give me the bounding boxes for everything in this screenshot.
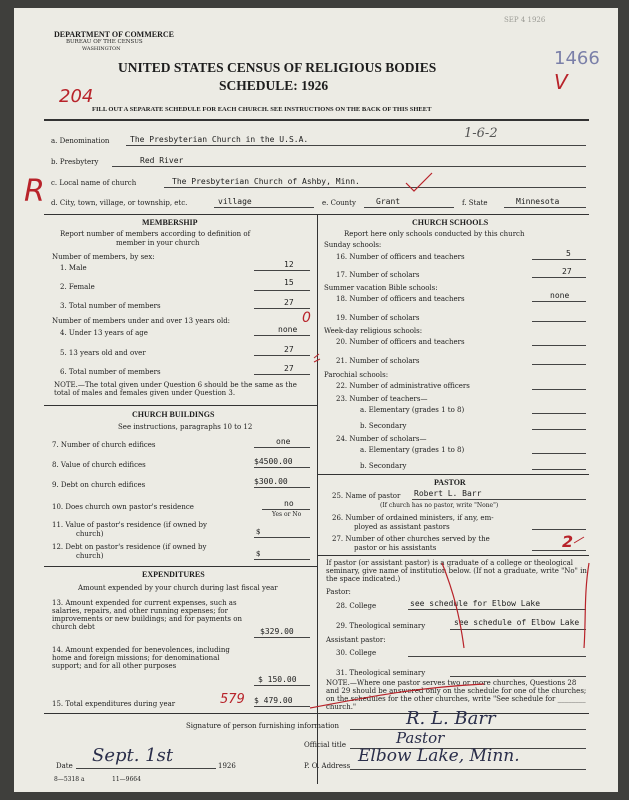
membership-note: NOTE.—The total given under Question 6 should be the same as the total of males and females given under Question 3. [54,381,297,397]
schools-heading: CHURCH SCHOOLS [412,218,489,227]
q15-label: 15. Total expenditures during year [52,700,176,708]
print-number: 11—9664 [112,776,141,783]
expenditures-heading: EXPENDITURES [142,570,205,579]
q11-value: $ [256,528,261,536]
q23b-label: b. Secondary [360,422,407,430]
q13-label: 13. Amount expended for current expenses, such as salaries, repairs, and other running expenses; for improvements or new buildings; and for payments on church debt [52,599,242,631]
dept-label: DEPARTMENT OF COMMERCE [54,30,175,39]
q3-label: 3. Total number of members [60,302,161,310]
q29-label: 29. Theological seminary [336,622,426,630]
q24a-label: a. Elementary (grades 1 to 8) [360,446,465,454]
serial-stamp: 1466 [554,48,600,69]
q26-label-a: 26. Number of ordained ministers, if any, em- [332,514,494,522]
q4-value: none [278,325,298,334]
red-letter-mark: R [24,174,45,209]
pastor-heading: PASTOR [434,478,466,487]
date-value: Sept. 1st [92,745,174,766]
expenditures-sub: Amount expended by your church during last fiscal year [78,584,278,592]
q8-label: 8. Value of church edifices [52,461,146,469]
q7-value: one [276,437,291,446]
q23-label: 23. Number of teachers— [336,395,428,403]
q7-label: 7. Number of church edifices [52,441,156,449]
po-address-label: P. O. Address [304,762,351,770]
schedule-title: SCHEDULE: 1926 [219,78,329,93]
sunday-label: Sunday schools: [324,241,382,249]
q11-label-b: church) [76,530,104,538]
q16-value: 5 [566,249,571,258]
q28-value: see schedule for Elbow Lake [410,599,541,608]
bureau-label: BUREAU OF THE CENSUS [66,39,143,45]
schools-intro: Report here only schools conducted by this church [344,230,525,238]
q31-label: 31. Theological seminary [336,669,426,677]
presbytery-label: b. Presbytery [51,158,99,166]
q12-label-b: church) [76,552,104,560]
q6-label: 6. Total number of members [60,368,161,376]
presbytery-value: Red River [140,156,184,165]
official-title-label: Official title [304,741,346,749]
form-number: 8—5318 a [54,776,85,783]
county-label: e. County [322,199,356,207]
q24b-label: b. Secondary [360,462,407,470]
signature-label: Signature of person furnishing information [186,722,340,730]
q22-label: 22. Number of administrative officers [336,382,470,390]
buildings-sub: See instructions, paragraphs 10 to 12 [118,423,253,431]
yes-no-hint: Yes or No [272,511,302,518]
q2-label: 2. Female [60,283,95,291]
year-label: 1926 [218,762,236,770]
q25-note: (If church has no pastor, write "None") [380,502,499,509]
check-mark: V [554,70,568,94]
instruction-line: FILL OUT A SEPARATE SCHEDULE FOR EACH CHURCH. SEE INSTRUCTIONS ON THE BACK OF THIS SHEET [92,106,432,113]
q1-label: 1. Male [60,264,87,272]
q27-value: 2 [562,532,574,551]
q13-value: $329.00 [260,627,294,636]
summer-label: Summer vacation Bible schools: [324,284,438,292]
q4-label: 4. Under 13 years of age [60,329,148,337]
q17-label: 17. Number of scholars [336,271,420,279]
form-title: UNITED STATES CENSUS OF RELIGIOUS BODIES [118,60,437,75]
q18-label: 18. Number of officers and teachers [336,295,465,303]
local-name-label: c. Local name of church [51,179,137,187]
q5-value: 27 [284,345,294,354]
county-value: Grant [376,197,401,206]
q25-label: 25. Name of pastor [332,492,401,500]
q18-value: none [550,291,570,300]
q17-value: 27 [562,267,572,276]
q5-label: 5. 13 years old and over [60,349,146,357]
city-town-label: d. City, town, village, or township, etc. [51,199,188,207]
asst-label: Assistant pastor: [326,636,386,644]
code-note: 1-6-2 [464,126,498,141]
graduate-note: If pastor (or assistant pastor) is a graduate of a college or theological seminary, give name of institution below. (If not a graduate, write "No" in the space indicated.) [326,559,587,583]
census-form [14,8,618,792]
pastor-label: Pastor: [326,588,351,596]
po-address-value: Elbow Lake, Minn. [358,746,520,766]
signature-value: R. L. Barr [406,708,496,729]
parochial-label: Parochial schools: [324,371,389,379]
q8-value: $4500.00 [254,457,293,466]
weekday-label: Week-day religious schools: [324,327,423,335]
official-title-value: Pastor [396,729,445,747]
handwritten-number: 204 [59,86,94,107]
state-label: f. State [462,199,488,207]
q1-value: 12 [284,260,294,269]
q4-red-mark: 0 [302,310,311,326]
date-label: Date [56,762,73,770]
q12-value: $ [256,550,261,558]
q27-label-a: 27. Number of other churches served by the [332,535,490,543]
q12-label-a: 12. Debt on pastor's residence (if owned by [52,543,207,551]
received-stamp: SEP 4 1926 [504,16,546,24]
city-town-value: village [218,197,252,206]
q9-label: 9. Debt on church edifices [52,481,146,489]
q15-red-correction: 579 [220,692,245,707]
q11-label-a: 11. Value of pastor's residence (if owned by [52,521,207,529]
q29-value: see schedule of Elbow Lake [454,618,580,627]
state-value: Minnesota [516,197,560,206]
q30-label: 30. College [336,649,377,657]
membership-intro-2: member in your church [116,239,200,247]
q24-label: 24. Number of scholars— [336,435,427,443]
q10-label: 10. Does church own pastor's residence [52,503,194,511]
red-ink-marks [14,8,618,792]
q16-label: 16. Number of officers and teachers [336,253,465,261]
q15-value: $ 479.00 [254,696,293,705]
q26-label-b: ployed as assistant pastors [354,523,450,531]
sex-label: Number of members, by sex: [52,253,155,261]
membership-heading: MEMBERSHIP [142,218,198,227]
denomination-value: The Presbyterian Church in the U.S.A. [130,135,309,144]
q10-value: no [284,499,294,508]
city-label: WASHINGTON [82,46,121,52]
q23a-label: a. Elementary (grades 1 to 8) [360,406,465,414]
membership-intro-1: Report number of members according to definition of [60,230,251,238]
local-name-value: The Presbyterian Church of Ashby, Minn. [172,177,360,186]
q14-value: $ 150.00 [258,675,297,684]
q27-label-b: pastor or his assistants [354,544,437,552]
buildings-heading: CHURCH BUILDINGS [132,410,215,419]
q2-value: 15 [284,278,294,287]
q20-label: 20. Number of officers and teachers [336,338,465,346]
q6-value: 27 [284,364,294,373]
q19-label: 19. Number of scholars [336,314,420,322]
q9-value: $300.00 [254,477,288,486]
q25-value: Robert L. Barr [414,489,482,498]
age-label: Number of members under and over 13 years old: [52,317,231,325]
q14-label: 14. Amount expended for benevolences, including home and foreign missions; for denominational support; and for all other purposes [52,646,230,670]
q21-label: 21. Number of scholars [336,357,420,365]
q3-value: 27 [284,298,294,307]
denomination-label: a. Denomination [51,137,110,145]
pastor-note: NOTE.—Where one pastor serves two or more churches, Questions 28 and 29 should be answered only on the schedule for one of the churches; on the schedules for the other churches, write "See schedule for ________ church." [326,679,587,711]
q28-label: 28. College [336,602,377,610]
